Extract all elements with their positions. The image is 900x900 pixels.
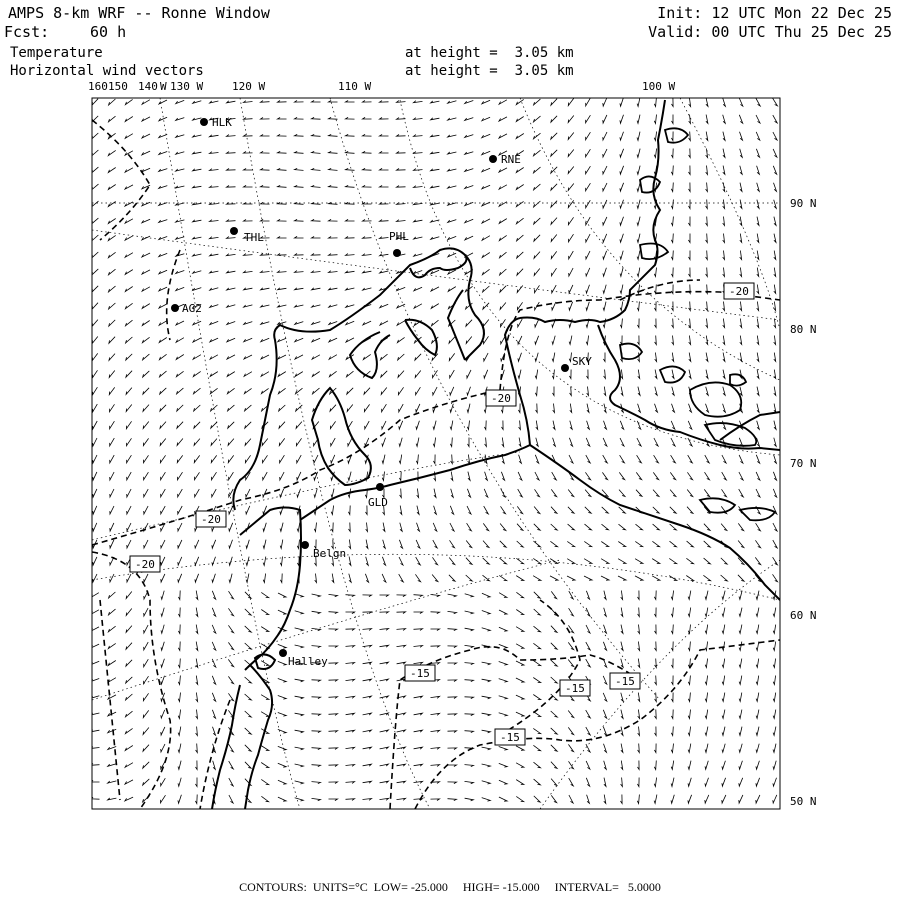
station-marker — [230, 227, 238, 235]
contour-label — [405, 665, 435, 681]
station-rne — [489, 153, 521, 166]
station-label: HLK — [212, 116, 232, 129]
station-label: THL — [244, 231, 264, 244]
station-label: RNE — [501, 153, 521, 166]
island-outlines — [620, 128, 775, 520]
contour-label — [495, 729, 525, 745]
station-marker — [393, 249, 401, 257]
init-time: Init: 12 UTC Mon 22 Dec 25 — [657, 4, 892, 22]
svg-text:-15: -15 — [615, 675, 635, 688]
lon-label-140: 140 — [138, 80, 158, 93]
station-belgn — [301, 541, 346, 560]
forecast-label: Fcst: — [4, 23, 50, 41]
lat-label-90: 90 N — [790, 197, 817, 210]
contour-label — [610, 673, 640, 689]
lon-label-110: 110 W — [338, 80, 372, 93]
svg-text:-15: -15 — [500, 731, 520, 744]
svg-text:-15: -15 — [565, 682, 585, 695]
station-label: Halley — [288, 655, 328, 668]
svg-text:-20: -20 — [729, 285, 749, 298]
lon-label-150: 150 — [108, 80, 128, 93]
svg-text:-20: -20 — [201, 513, 221, 526]
lon-label-w: W — [160, 80, 167, 93]
svg-text:-15: -15 — [410, 667, 430, 680]
contour-label — [196, 511, 226, 527]
contour-label — [724, 283, 754, 299]
lon-label-100: 100 W — [642, 80, 676, 93]
valid-time: Valid: 00 UTC Thu 25 Dec 25 — [648, 23, 892, 41]
station-sky — [561, 355, 592, 372]
station-halley — [279, 649, 328, 668]
wind-vectors — [91, 98, 778, 804]
contour-label — [130, 556, 160, 572]
forecast-hour: 60 h — [90, 23, 127, 41]
station-marker — [171, 304, 179, 312]
station-hlk — [200, 116, 232, 129]
lon-label-120: 120 W — [232, 80, 266, 93]
plot-title: AMPS 8-km WRF -- Ronne Window — [8, 4, 270, 22]
station-label: GLD — [368, 496, 388, 509]
station-label: PHL — [389, 230, 409, 243]
station-phl — [389, 230, 409, 257]
svg-text:-20: -20 — [135, 558, 155, 571]
height-temperature: at height = 3.05 km — [405, 45, 574, 61]
station-ag2 — [171, 302, 202, 315]
contour-label — [560, 680, 590, 696]
station-thl — [230, 227, 264, 244]
station-label: SKY — [572, 355, 592, 368]
station-marker — [376, 483, 384, 491]
contour-info-footer: CONTOURS: UNITS=°C LOW= -25.000 HIGH= -15.000 INTERVAL= 5.0000 — [239, 880, 661, 894]
station-marker — [561, 364, 569, 372]
lon-label-160: 160 — [88, 80, 108, 93]
coastline — [212, 100, 780, 809]
wind-vector-field — [91, 98, 778, 804]
station-marker — [200, 118, 208, 126]
height-wind: at height = 3.05 km — [405, 63, 574, 79]
field-wind: Horizontal wind vectors — [10, 63, 204, 79]
lat-label-70: 70 N — [790, 457, 817, 470]
station-marker — [301, 541, 309, 549]
station-label: AG2 — [182, 302, 202, 315]
lat-label-60: 60 N — [790, 609, 817, 622]
svg-text:-20: -20 — [491, 392, 511, 405]
lon-label-130: 130 W — [170, 80, 204, 93]
field-temperature: Temperature — [10, 45, 103, 61]
station-label: Belgn — [313, 547, 347, 560]
lat-label-50: 50 N — [790, 795, 817, 808]
contour-label — [486, 390, 516, 406]
temperature-contours — [92, 120, 780, 809]
station-marker — [489, 155, 497, 163]
station-marker — [279, 649, 287, 657]
lat-label-80: 80 N — [790, 323, 817, 336]
